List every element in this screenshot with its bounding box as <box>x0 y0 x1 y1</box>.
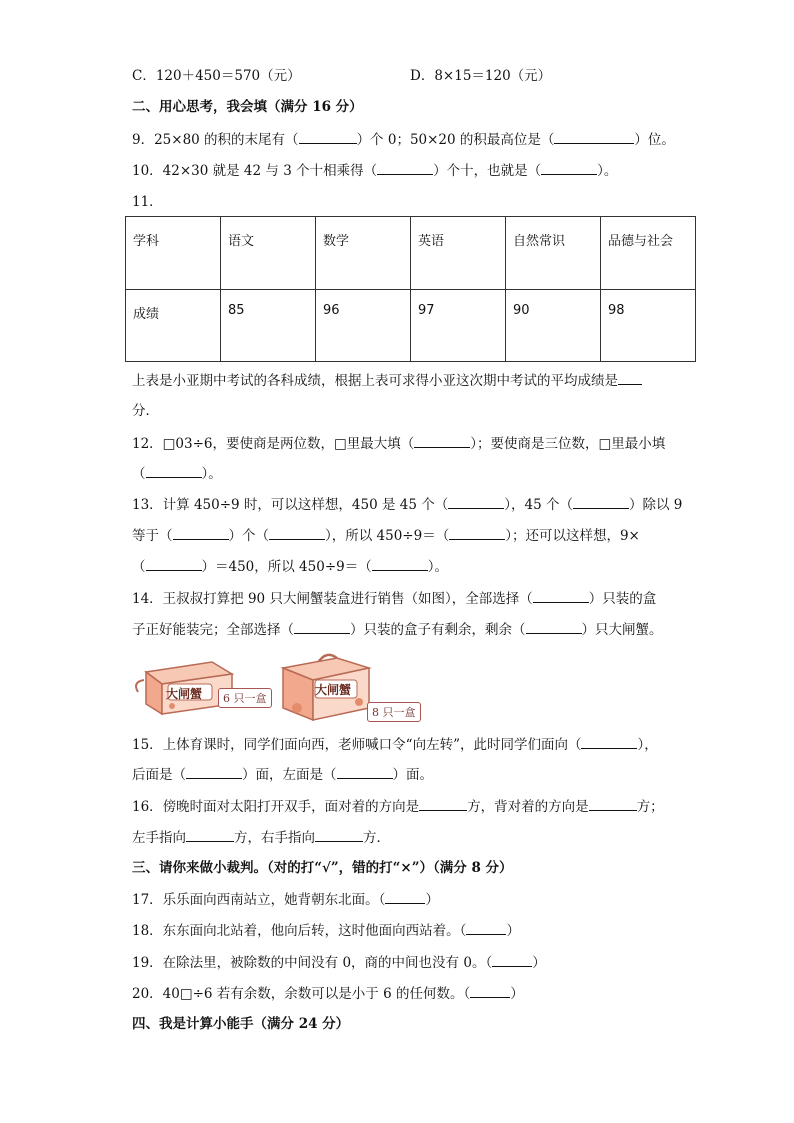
box-2-label: 大闸蟹 <box>315 683 352 697</box>
table-cell: 语文 <box>221 217 316 290</box>
table-cell: 85 <box>221 289 316 362</box>
question-12: 12．□03÷6，要使商是两位数，□里最大填（ ）；要使商是三位数，□里最小填 <box>132 433 665 454</box>
option-d: D．8×15＝120（元） <box>410 68 552 84</box>
answer-blank[interactable] <box>294 619 350 634</box>
gift-box-icon <box>132 652 282 722</box>
table-cell: 成绩 <box>126 289 221 362</box>
question-15-line2: 后面是（ ）面，左面是（ ）面。 <box>132 764 433 785</box>
answer-blank[interactable] <box>554 129 634 144</box>
section-2-heading: 二、用心思考，我会填（满分 16 分） <box>132 99 363 115</box>
answer-blank[interactable] <box>146 556 202 571</box>
question-15: 15．上体育课时，同学们面向西，老师喊口令“向左转”，此时同学们面向（ ）， <box>132 734 658 755</box>
table-cell: 英语 <box>411 217 506 290</box>
answer-blank[interactable] <box>466 920 506 935</box>
question-11-text: 上表是小亚期中考试的各科成绩，根据上表可求得小亚这次期中考试的平均成绩是 <box>132 370 642 391</box>
question-11-unit: 分． <box>132 403 159 419</box>
table-row <box>126 289 696 362</box>
answer-blank[interactable] <box>449 525 505 540</box>
answer-blank[interactable] <box>492 952 532 967</box>
answer-blank[interactable] <box>448 494 504 509</box>
answer-blank[interactable] <box>173 525 229 540</box>
table-header-row <box>126 217 696 290</box>
answer-blank[interactable] <box>186 827 234 842</box>
question-10: 10．42×30 就是 42 与 3 个十相乘得（ ）个十，也就是（ ）。 <box>132 160 617 181</box>
question-9: 9．25×80 的积的末尾有（ ）个 0；50×20 的积最高位是（ ）位。 <box>132 129 675 150</box>
table-cell: 90 <box>506 289 601 362</box>
table-cell: 品德与社会 <box>601 217 696 290</box>
table-cell: 自然常识 <box>506 217 601 290</box>
answer-blank[interactable] <box>299 129 357 144</box>
table-cell: 数学 <box>316 217 411 290</box>
table-cell: 学科 <box>126 217 221 290</box>
box-1-tag: 6 只一盒 <box>218 688 272 708</box>
answer-blank[interactable] <box>186 764 242 779</box>
answer-blank[interactable] <box>315 827 363 842</box>
answer-blank[interactable] <box>337 764 393 779</box>
answer-blank[interactable] <box>573 494 629 509</box>
answer-blank[interactable] <box>269 525 325 540</box>
answer-blank[interactable] <box>385 889 425 904</box>
option-c: C．120＋450＝570（元） <box>132 68 301 84</box>
table-cell: 98 <box>601 289 696 362</box>
answer-blank[interactable] <box>419 796 467 811</box>
question-14-line2: 子正好能装完；全部选择（ ）只装的盒子有剩余，剩余（ ）只大闸蟹。 <box>132 619 663 640</box>
question-18: 18．东东面向北站着，他向后转，这时他面向西站着。（ ） <box>132 920 520 941</box>
answer-blank[interactable] <box>414 433 470 448</box>
question-19: 19．在除法里，被除数的中间没有 0，商的中间也没有 0。（ ） <box>132 952 546 973</box>
answer-blank[interactable] <box>526 619 582 634</box>
box-2-tag: 8 只一盒 <box>367 702 421 722</box>
section-4-heading: 四、我是计算小能手（满分 24 分） <box>132 1016 350 1032</box>
question-11-label: 11． <box>132 194 163 210</box>
table-cell: 96 <box>316 289 411 362</box>
question-12-cont: （ ）。 <box>132 463 222 484</box>
box-1-label: 大闸蟹 <box>166 687 203 701</box>
scores-table <box>125 216 696 362</box>
question-14: 14．王叔叔打算把 90 只大闸蟹装盒进行销售（如图），全部选择（ ）只装的盒 <box>132 588 656 609</box>
crab-box-8-illustration <box>277 646 427 724</box>
question-13-line2: 等于（ ）个（ ），所以 450÷9＝（ ）；还可以这样想，9× <box>132 525 640 546</box>
answer-blank[interactable] <box>470 983 510 998</box>
answer-blank[interactable] <box>372 556 428 571</box>
answer-blank[interactable] <box>581 734 637 749</box>
question-17: 17．乐乐面向西南站立，她背朝东北面。（ ） <box>132 889 439 910</box>
table-cell: 97 <box>411 289 506 362</box>
answer-blank[interactable] <box>377 160 433 175</box>
question-16: 16．傍晚时面对太阳打开双手，面对着的方向是 方，背对着的方向是 方； <box>132 796 664 817</box>
question-13-line3: （ ）＝450，所以 450÷9＝（ ）。 <box>132 556 448 577</box>
answer-blank[interactable] <box>618 370 642 385</box>
crab-box-6-illustration <box>132 652 282 722</box>
answer-blank[interactable] <box>589 796 637 811</box>
question-16-line2: 左手指向 方，右手指向 方． <box>132 827 390 848</box>
question-13: 13．计算 450÷9 时，可以这样想，450 是 45 个（ ），45 个（ ）除以 9 <box>132 494 682 515</box>
section-3-heading: 三、请你来做小裁判。（对的打“√”，错的打“×”）（满分 8 分） <box>132 860 513 876</box>
answer-blank[interactable] <box>146 463 202 478</box>
answer-blank[interactable] <box>533 588 589 603</box>
question-20: 20．40□÷6 若有余数，余数可以是小于 6 的任何数。（ ） <box>132 983 524 1004</box>
answer-blank[interactable] <box>541 160 597 175</box>
